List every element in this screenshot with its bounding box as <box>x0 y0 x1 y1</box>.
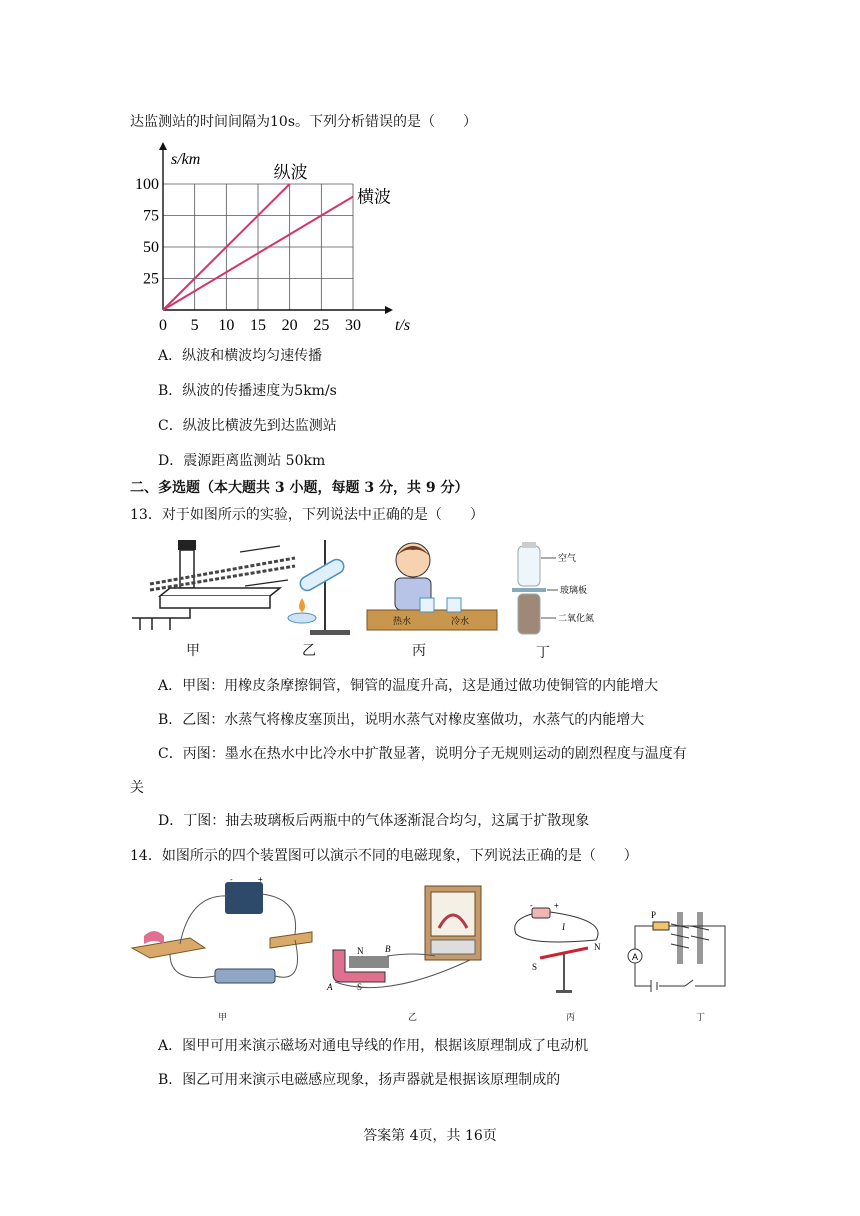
q14-label-ding: 丁 <box>696 1013 706 1023</box>
q13-figure-yi <box>280 538 360 638</box>
needle-s: S <box>532 962 538 972</box>
q13-label-bing: 丙 <box>412 643 426 659</box>
hot-water-label: 热水 <box>393 616 412 626</box>
current-i: I <box>562 922 565 932</box>
battery-minus: - <box>230 875 233 884</box>
battery-plus: + <box>258 875 263 884</box>
point-b: B <box>385 944 391 954</box>
slider-p: P <box>651 910 657 920</box>
y-tick-label: 75 <box>143 207 159 225</box>
x-tick-label: 10 <box>218 317 235 334</box>
magnet-n: N <box>357 946 364 956</box>
battery-minus-2: - <box>530 901 533 910</box>
q14-option-a: A．图甲可用来演示磁场对通电导线的作用，根据该原理制成了电动机 <box>158 1038 589 1054</box>
x-tick-label: 30 <box>345 317 361 334</box>
q14-option-b: B．图乙可用来演示电磁感应现象，扬声器就是根据该原理制成的 <box>158 1072 561 1088</box>
ammeter-a: A <box>632 952 639 962</box>
point-a: A <box>327 982 333 992</box>
q13-option-c-continued: 关 <box>130 780 144 796</box>
q13-option-a: A．甲图：用橡皮条摩擦铜管，铜管的温度升高，这是通过做功使铜管的内能增大 <box>158 678 659 694</box>
q14-figure-jia <box>130 874 320 1004</box>
glass-plate-label: 玻璃板 <box>560 585 588 595</box>
series-label-1: 纵波 <box>273 163 308 183</box>
y-tick-label: 25 <box>143 270 159 288</box>
option-a: A．纵波和横波均匀速传播 <box>158 348 323 364</box>
question-stem-continuation: 达监测站的时间间隔为10s。下列分析错误的是（ ） <box>130 114 477 130</box>
y-axis-arrow <box>159 142 167 150</box>
y-tick-label: 50 <box>143 239 159 256</box>
series-label-2: 横波 <box>357 187 391 208</box>
q13-figure-bing <box>365 538 500 638</box>
page-footer: 答案第 4页，共 16页 <box>363 1128 497 1144</box>
q13-label-jia: 甲 <box>186 643 200 659</box>
q14-figure-yi <box>325 882 495 1004</box>
q14-label-yi: 乙 <box>408 1013 418 1023</box>
question-13-stem: 13．对于如图所示的实验，下列说法中正确的是（ ） <box>130 507 484 523</box>
x-tick-label: 5 <box>190 317 199 334</box>
x-axis-label: t/s <box>395 317 411 334</box>
no2-label: 二氧化氮 <box>558 613 595 623</box>
q14-label-bing: 丙 <box>566 1013 576 1023</box>
q14-figure-bing <box>510 900 610 1004</box>
distance-time-chart <box>125 142 411 334</box>
magnet-s: S <box>357 982 363 992</box>
chart-labels <box>171 151 410 334</box>
air-label: 空气 <box>558 553 577 563</box>
q13-figure-jia <box>130 538 305 638</box>
q13-option-b: B．乙图：水蒸气将橡皮塞顶出，说明水蒸气对橡皮塞做功，水蒸气的内能增大 <box>158 712 645 728</box>
q13-option-c: C．丙图：墨水在热水中比冷水中扩散显著，说明分子无规则运动的剧烈程度与温度有 <box>158 746 687 762</box>
y-axis-label: s/km <box>171 151 201 168</box>
x-tick-label: 0 <box>159 317 167 334</box>
option-b: B．纵波的传播速度为5km/s <box>158 383 337 399</box>
q13-label-yi: 乙 <box>302 643 316 659</box>
x-tick-label: 15 <box>250 317 266 334</box>
y-tick-label: 100 <box>135 176 159 193</box>
option-c: C．纵波比横波先到达监测站 <box>158 418 337 434</box>
x-tick-label: 25 <box>313 317 330 334</box>
section-heading: 二、多选题（本大题共 3 小题，每题 3 分，共 9 分） <box>130 480 469 496</box>
q14-label-jia: 甲 <box>218 1013 228 1023</box>
cold-water-label: 冷水 <box>451 616 470 626</box>
q13-option-d: D．丁图：抽去玻璃板后两瓶中的气体逐渐混合均匀，这属于扩散现象 <box>158 813 590 829</box>
option-d: D．震源距离监测站 50km <box>158 453 326 469</box>
q14-figure-ding <box>625 904 735 1004</box>
x-axis-arrow <box>385 306 393 314</box>
q13-figure-ding <box>506 540 606 638</box>
question-14-stem: 14．如图所示的四个装置图可以演示不同的电磁现象，下列说法正确的是（ ） <box>130 848 638 864</box>
needle-n: N <box>594 942 601 952</box>
battery-plus-2: + <box>554 901 559 910</box>
q13-label-ding: 丁 <box>536 645 550 661</box>
x-tick-label: 20 <box>281 317 298 334</box>
chart-grid <box>163 184 353 310</box>
